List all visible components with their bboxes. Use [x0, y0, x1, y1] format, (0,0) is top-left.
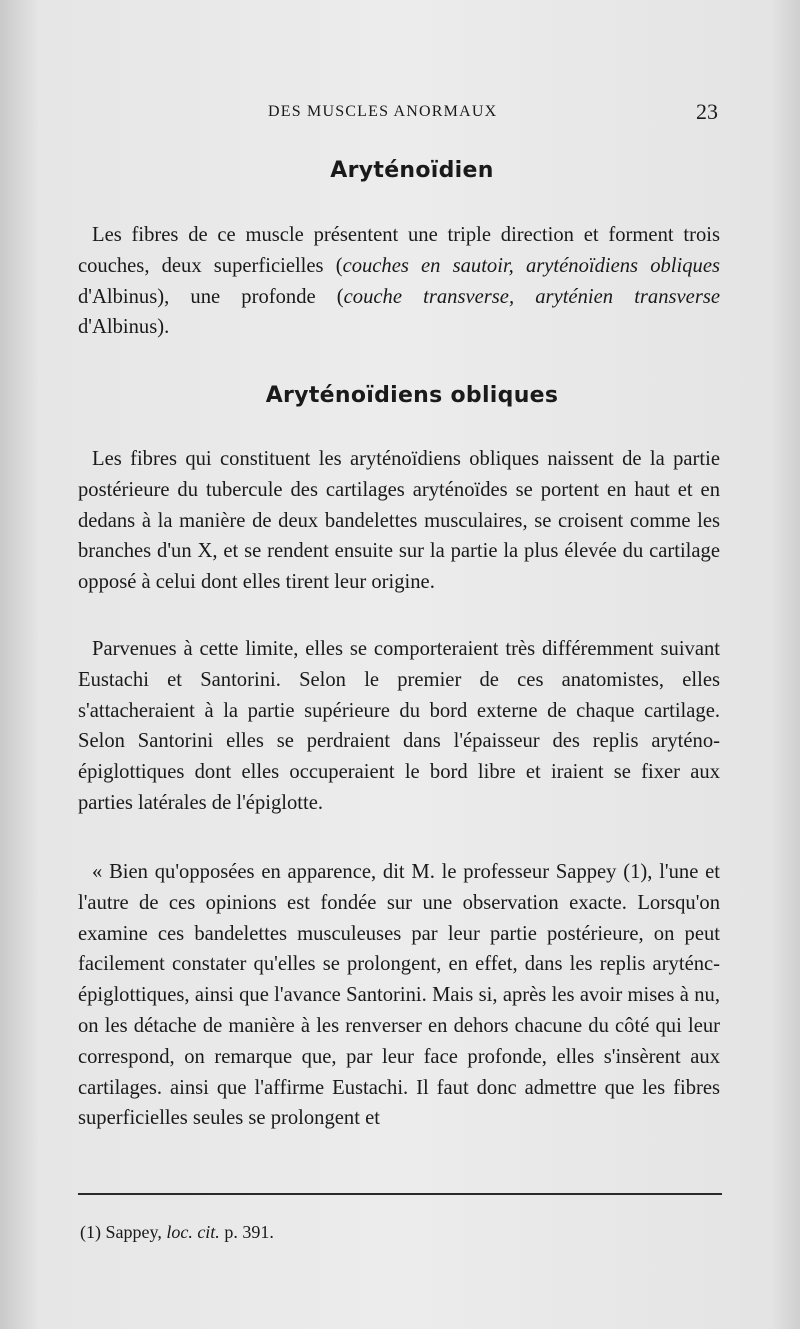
section-heading-arytenoidien: Aryténoïdien: [330, 158, 494, 183]
paragraph-text: d'Albinus).: [78, 316, 170, 339]
paragraph-text: Les fibres de ce muscle présentent une triple direction et forment trois couches, deux superficielles (: [78, 224, 720, 277]
section-heading-arytenoidiens-obliques: Aryténoïdiens obliques: [265, 383, 559, 408]
running-head: [0, 99, 800, 127]
footnote-author: Sappey,: [105, 1222, 162, 1242]
paragraph-text: d'Albinus), une profonde (: [78, 285, 344, 308]
footnote-marker: (1): [80, 1222, 101, 1242]
page-number: 23: [696, 99, 718, 124]
footnote-citation: loc. cit.: [166, 1222, 220, 1242]
paragraph: [78, 220, 720, 343]
italic-term: couches en sautoir, aryténoïdiens obliques: [342, 254, 720, 277]
paragraph-quote: « Bien qu'opposées en apparence, dit M. le professeur Sappey (1), l'une et l'autre de ces opinions est fondée sur une observation exacte. Lorsqu'on examine ces bandelettes musculeuses par leur partie postérieure, on peut facilement constater qu'elles se prolongent, en effet, dans les replis aryténc-épiglottiques, ainsi que l'avance Santorini. Mais si, après les avoir mises à nu, on les détache de manière à les renverser en dehors chacune du côté qui leur correspond, on remarque que, par leur face profonde, elles s'insèrent aux cartilages. ainsi que l'affirme Eustachi. Il faut donc admettre que les fibres superficielles seules se prolongent et: [78, 861, 720, 1130]
footnote-rule: [78, 1193, 722, 1195]
footnote: [80, 1222, 274, 1243]
paragraph: Parvenues à cette limite, elles se comporteraient très différemment suivant Eustachi et Santorini. Selon le premier de ces anatomistes, elles s'attacheraient à la partie supérieure du bord externe de chaque cartilage. Selon Santorini elles se perdraient dans l'épaisseur des replis aryténo-épiglottiques dont elles occuperaient le bord libre et iraient se fixer aux parties latérales de l'épiglotte.: [78, 638, 720, 814]
italic-term: couche transverse, aryténien transverse: [343, 285, 720, 308]
footnote-page: p. 391.: [224, 1222, 274, 1242]
paragraph: Les fibres qui constituent les aryténoïdiens obliques naissent de la partie postérieure du tubercule des cartilages aryténoïdes se portent en haut et en dedans à la manière de deux bandelettes musculaires, se croisent comme les branches d'un X, et se rendent ensuite sur la partie la plus élevée du cartilage opposé à celui dont elles tirent leur origine.: [78, 448, 720, 594]
running-title: DES MUSCLES ANORMAUX: [268, 103, 498, 120]
